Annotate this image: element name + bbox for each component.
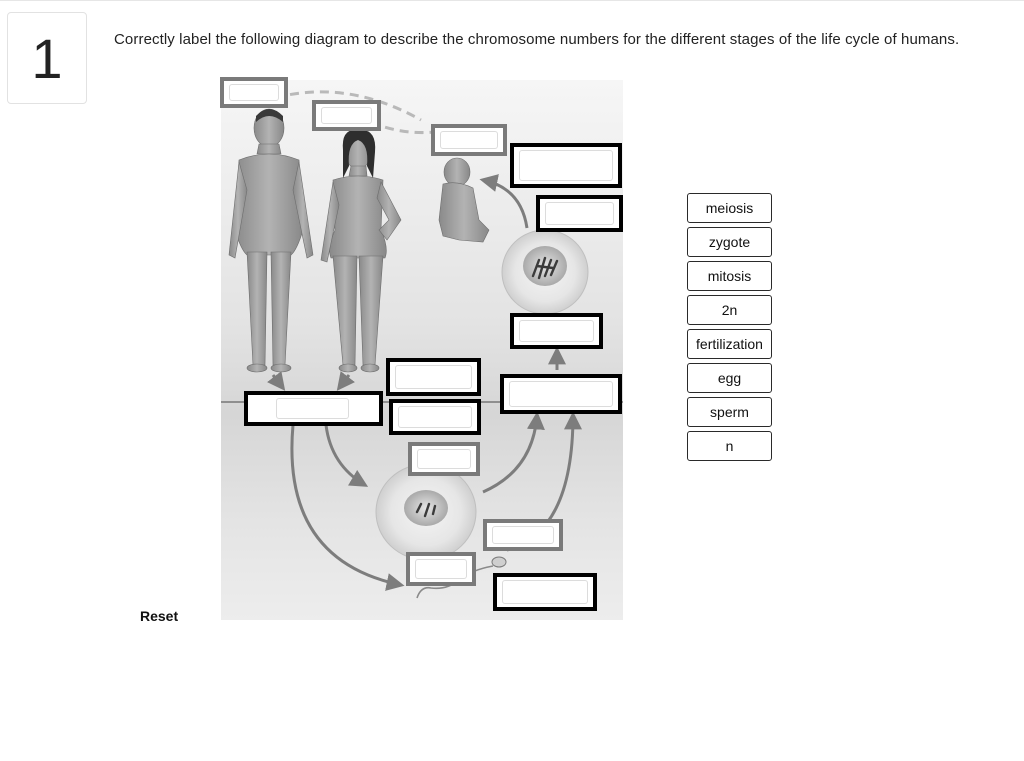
drop-zone-sperm-lower[interactable] [493,573,597,611]
question-number: 1 [7,12,87,104]
label-bank [687,193,772,465]
drop-zone-sperm-upper[interactable] [483,519,563,551]
drop-zone-center-lower[interactable] [389,399,481,435]
drop-zone-right-lower[interactable] [500,374,622,414]
label-chip-sperm[interactable]: sperm [687,397,772,427]
drop-zone-right-cell[interactable] [510,313,603,349]
reset-button[interactable]: Reset [140,608,179,624]
question-prompt: Correctly label the following diagram to describe the chromosome numbers for the different stages of the life cycle of humans. [114,31,960,48]
label-chip-mitosis[interactable]: mitosis [687,261,772,291]
drop-zone-top-left[interactable] [220,77,288,108]
drop-zone-below-cell[interactable] [406,552,476,586]
drop-zone-right-upper[interactable] [510,143,622,188]
drop-zone-left-bar[interactable] [244,391,383,426]
drop-zone-top-right[interactable] [431,124,507,156]
drop-zone-top-middle[interactable] [312,100,381,131]
drop-zone-above-cell[interactable] [408,442,480,476]
label-chip-2n[interactable]: 2n [687,295,772,325]
label-chip-egg[interactable]: egg [687,363,772,393]
label-chip-fertilization[interactable]: fertilization [687,329,772,359]
drop-zone-center-upper[interactable] [386,358,481,396]
drop-zone-right-middle[interactable] [536,195,623,232]
label-chip-n[interactable]: n [687,431,772,461]
label-chip-meiosis[interactable]: meiosis [687,193,772,223]
top-divider [0,0,1024,1]
label-chip-zygote[interactable]: zygote [687,227,772,257]
life-cycle-diagram [221,80,623,620]
